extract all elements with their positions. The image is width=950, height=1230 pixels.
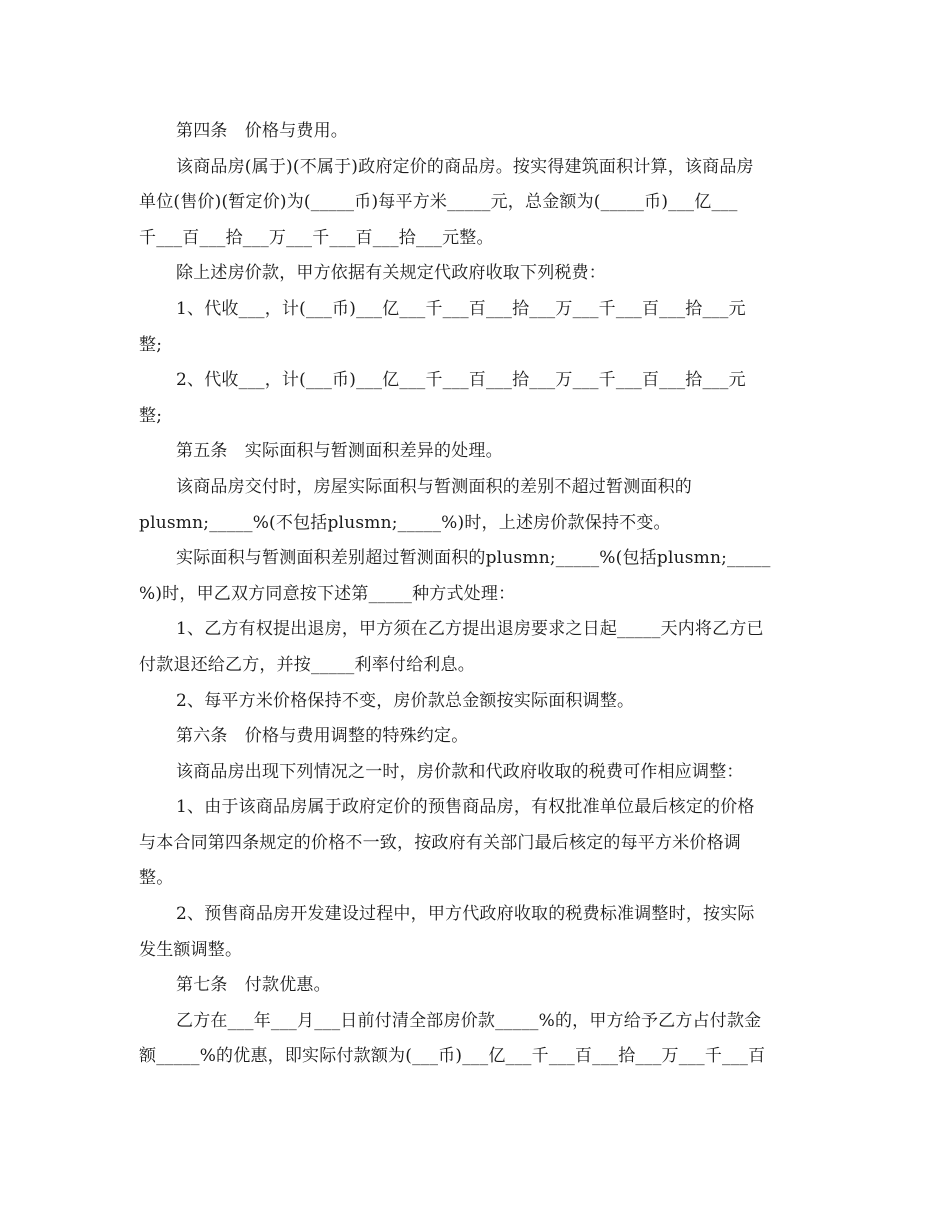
text-line: 该商品房(属于)(不属于)政府定价的商品房。按实得建筑面积计算，该商品房 bbox=[176, 156, 754, 177]
text-line: 1、由于该商品房属于政府定价的预售商品房，有权批准单位最后核定的价格 bbox=[176, 797, 755, 818]
text-line: 实际面积与暂测面积差别超过暂测面积的plusmn;_____%(包括plusmn;_____ bbox=[176, 548, 771, 569]
text-line: 2、代收___，计(___币)___亿___千___百___拾___万___千___百___拾___元 bbox=[176, 370, 746, 391]
text-line: plusmn;_____%(不包括plusmn;_____%)时，上述房价款保持不变。 bbox=[139, 512, 671, 533]
text-line: 该商品房交付时，房屋实际面积与暂测面积的差别不超过暂测面积的 bbox=[176, 476, 692, 497]
article-5-heading: 第五条 实际面积与暂测面积差异的处理。 bbox=[176, 441, 503, 462]
text-line: 整; bbox=[139, 334, 163, 355]
text-line: 该商品房出现下列情况之一时，房价款和代政府收取的税费可作相应调整： bbox=[176, 761, 744, 782]
text-line: 单位(售价)(暂定价)为(_____币)每平方米_____元，总金额为(_____币)___亿___ bbox=[139, 192, 738, 213]
text-line: 1、代收___，计(___币)___亿___千___百___拾___万___千___百___拾___元 bbox=[176, 298, 746, 319]
text-line: 整。 bbox=[139, 868, 174, 889]
text-line: 整; bbox=[139, 405, 163, 426]
text-line: 乙方在___年___月___日前付清全部房价款_____%的，甲方给予乙方占付款金 bbox=[176, 1010, 762, 1031]
article-4-heading: 第四条 价格与费用。 bbox=[176, 121, 348, 141]
text-line: 千___百___拾___万___千___百___拾___元整。 bbox=[139, 227, 494, 248]
text-line: 2、预售商品房开发建设过程中，甲方代政府收取的税费标准调整时，按实际 bbox=[176, 904, 755, 925]
text-line: %)时，甲乙双方同意按下述第_____种方式处理： bbox=[139, 583, 516, 604]
text-line: 2、每平方米价格保持不变，房价款总金额按实际面积调整。 bbox=[176, 690, 635, 711]
text-line: 额_____%的优惠，即实际付款额为(___币)___亿___千___百___拾___万___千___百 bbox=[139, 1046, 766, 1067]
text-line: 除上述房价款，甲方依据有关规定代政府收取下列税费： bbox=[176, 263, 606, 284]
text-line: 1、乙方有权提出退房，甲方须在乙方提出退房要求之日起_____天内将乙方已 bbox=[176, 619, 764, 640]
text-line: 与本合同第四条规定的价格不一致，按政府有关部门最后核定的每平方米价格调 bbox=[139, 832, 741, 853]
text-line: 发生额调整。 bbox=[139, 939, 243, 960]
document-body bbox=[139, 114, 819, 1075]
article-7-heading: 第七条 付款优惠。 bbox=[176, 975, 331, 996]
text-line: 付款退还给乙方，并按_____利率付给利息。 bbox=[139, 654, 475, 675]
article-6-heading: 第六条 价格与费用调整的特殊约定。 bbox=[176, 726, 469, 747]
